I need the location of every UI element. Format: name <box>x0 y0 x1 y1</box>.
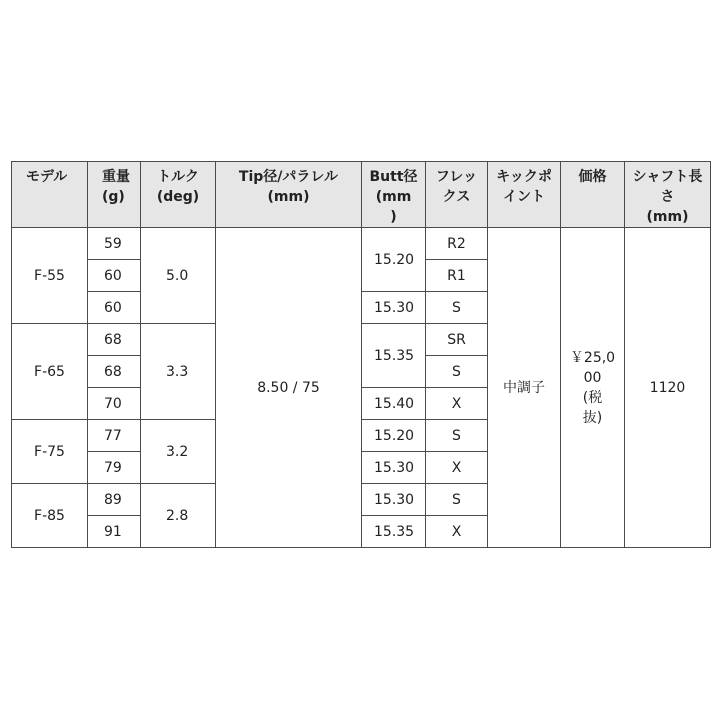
weight-cell: 79 <box>88 452 141 484</box>
weight-cell: 89 <box>88 484 141 516</box>
weight-cell: 70 <box>88 388 141 420</box>
header-model: モデル <box>12 162 88 228</box>
header-price: 価格 <box>561 162 625 228</box>
header-torque: トルク (deg) <box>141 162 216 228</box>
table-row <box>12 228 711 260</box>
spec-table <box>11 161 711 548</box>
model-cell: F-85 <box>12 484 88 548</box>
butt-diameter-cell: 15.40 <box>362 388 426 420</box>
flex-cell: X <box>426 516 488 548</box>
header-weight: 重量 (g) <box>88 162 141 228</box>
butt-diameter-cell: 15.30 <box>362 292 426 324</box>
flex-cell: R2 <box>426 228 488 260</box>
header-tip: Tip径/パラレル (mm) <box>216 162 362 228</box>
torque-cell: 5.0 <box>141 228 216 324</box>
butt-diameter-cell: 15.35 <box>362 516 426 548</box>
weight-cell: 60 <box>88 260 141 292</box>
header-flex: フレッ クス <box>426 162 488 228</box>
butt-diameter-cell: 15.30 <box>362 484 426 516</box>
header-butt: Butt径 (mm ) <box>362 162 426 228</box>
butt-diameter-cell: 15.20 <box>362 420 426 452</box>
tip-diameter-cell: 8.50 / 75 <box>216 228 362 548</box>
header-row <box>12 162 711 228</box>
butt-diameter-cell: 15.35 <box>362 324 426 388</box>
weight-cell: 60 <box>88 292 141 324</box>
flex-cell: S <box>426 484 488 516</box>
header-length: シャフト長 さ (mm) <box>625 162 711 228</box>
flex-cell: SR <box>426 324 488 356</box>
shaft-length-cell: 1120 <box>625 228 711 548</box>
kickpoint-cell: 中調子 <box>488 228 561 548</box>
flex-cell: R1 <box>426 260 488 292</box>
flex-cell: X <box>426 388 488 420</box>
header-kickpoint: キックポ イント <box>488 162 561 228</box>
flex-cell: S <box>426 356 488 388</box>
weight-cell: 59 <box>88 228 141 260</box>
weight-cell: 91 <box>88 516 141 548</box>
flex-cell: S <box>426 292 488 324</box>
weight-cell: 77 <box>88 420 141 452</box>
weight-cell: 68 <box>88 324 141 356</box>
model-cell: F-65 <box>12 324 88 420</box>
model-cell: F-75 <box>12 420 88 484</box>
flex-cell: X <box>426 452 488 484</box>
butt-diameter-cell: 15.30 <box>362 452 426 484</box>
torque-cell: 3.3 <box>141 324 216 420</box>
flex-cell: S <box>426 420 488 452</box>
weight-cell: 68 <box>88 356 141 388</box>
torque-cell: 2.8 <box>141 484 216 548</box>
torque-cell: 3.2 <box>141 420 216 484</box>
butt-diameter-cell: 15.20 <box>362 228 426 292</box>
price-cell: ￥25,0 00 (税 抜) <box>561 228 625 548</box>
model-cell: F-55 <box>12 228 88 324</box>
